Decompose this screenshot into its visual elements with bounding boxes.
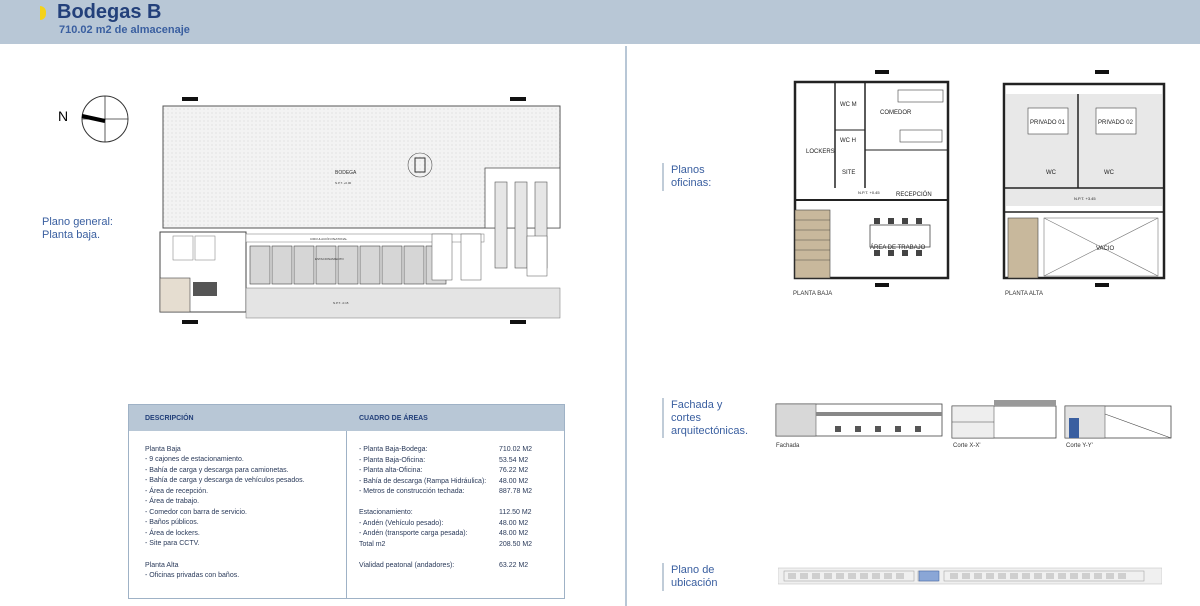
area-label: - Andén (Vehículo pesado):: [359, 519, 444, 527]
svg-text:LOCKERS: LOCKERS: [806, 149, 835, 155]
vialidad-value: 63.22 M2: [499, 562, 529, 569]
section-bar: [662, 398, 664, 438]
list-item: - Área de trabajo.: [145, 498, 200, 505]
list-item: - 9 cajones de estacionamiento.: [145, 456, 244, 463]
plano-general-label: Plano general: Planta baja.: [42, 216, 113, 241]
area-value: 76.22 M2: [499, 467, 529, 474]
section-bar: [662, 563, 664, 591]
corte-y-caption: Corte Y-Y': [1066, 443, 1093, 449]
page-title: Bodegas B: [57, 1, 162, 23]
svg-text:PRIVADO 01: PRIVADO 01: [1030, 120, 1065, 126]
north-arrow-icon: [78, 94, 130, 144]
area-label: - Bahía de descarga (Rampa Hidráulica):: [359, 477, 487, 485]
corte-x-drawing: [950, 400, 1058, 440]
fachada-caption: Fachada: [776, 443, 800, 449]
svg-text:N.P.T. -0.15: N.P.T. -0.15: [333, 301, 349, 305]
planta-baja-caption: PLANTA BAJA: [793, 291, 833, 297]
descripcion-header: DESCRIPCIÓN: [145, 415, 194, 422]
area-label: Total m2: [359, 540, 386, 548]
svg-text:ÁREA DE TRABAJO: ÁREA DE TRABAJO: [870, 245, 926, 251]
list-item: - Área de recepción.: [145, 487, 209, 495]
svg-text:ESTACIONAMIENTO: ESTACIONAMIENTO: [315, 257, 344, 261]
list-item: - Site para CCTV.: [145, 540, 200, 547]
list-item: - Área de lockers.: [145, 529, 200, 537]
estacionamiento-value: 112.50 M2: [499, 509, 532, 516]
planta-baja-title: Planta Baja: [145, 446, 181, 453]
page-subtitle: 710.02 m2 de almacenaje: [59, 24, 190, 36]
areas-table-header: [129, 405, 564, 431]
svg-text:N.P.T. +0.45: N.P.T. +0.45: [858, 190, 880, 195]
list-item: - Bahía de carga y descarga de vehículos pesados.: [145, 477, 305, 484]
general-floor-plan: [155, 96, 567, 328]
svg-text:N.P.T. +3.45: N.P.T. +3.45: [1074, 196, 1096, 201]
svg-text:COMEDOR: COMEDOR: [880, 110, 912, 116]
office-plan-planta-baja: [790, 70, 960, 290]
svg-text:WC: WC: [1104, 170, 1114, 176]
bodega-label: BODEGA: [335, 170, 357, 176]
area-value: 48.00 M2: [499, 519, 529, 527]
area-label: - Planta Baja-Bodega:: [359, 446, 428, 453]
chevron-icon: [40, 6, 46, 20]
area-value: 710.02 M2: [499, 446, 533, 453]
area-value: 208.50 M2: [499, 540, 533, 548]
ubicacion-label: Plano de ubicación: [671, 564, 718, 589]
area-value: 48.00 M2: [499, 530, 529, 537]
area-value: 53.54 M2: [499, 456, 529, 464]
corte-y-drawing: [1063, 400, 1173, 440]
compass: [58, 94, 132, 144]
area-label: - Planta alta-Oficina:: [359, 467, 423, 474]
area-value: 887.78 M2: [499, 488, 533, 495]
svg-text:PRIVADO 02: PRIVADO 02: [1098, 120, 1133, 126]
ubicacion-map: [778, 566, 1162, 586]
corte-x-caption: Corte X-X': [953, 443, 981, 449]
fachada-drawing: [775, 402, 943, 438]
svg-text:WC M: WC M: [840, 102, 857, 108]
planta-alta-caption: PLANTA ALTA: [1005, 291, 1044, 297]
area-label: - Planta Baja-Oficina:: [359, 456, 426, 464]
planos-oficinas-label: Planos oficinas:: [671, 164, 712, 189]
planta-alta-title: Planta Alta: [145, 562, 179, 569]
section-bar: [662, 163, 664, 191]
svg-text:SITE: SITE: [842, 170, 856, 176]
vialidad-label: Vialidad peatonal (andadores):: [359, 562, 455, 569]
list-item: - Comedor con barra de servicio.: [145, 508, 247, 516]
fachada-label: Fachada y cortes arquitectónicas.: [671, 399, 749, 437]
svg-text:CIRCULACIÓN PEATONAL: CIRCULACIÓN PEATONAL: [310, 237, 348, 241]
list-item: - Bahía de carga y descarga para camionetas.: [145, 466, 289, 474]
area-label: - Andén (transporte carga pesada):: [359, 530, 468, 537]
cuadro-areas-header: CUADRO DE ÁREAS: [359, 415, 428, 422]
area-label: - Metros de construcción techada:: [359, 488, 465, 495]
svg-text:WC: WC: [1046, 170, 1056, 176]
list-item: - Baños públicos.: [145, 519, 199, 526]
svg-text:VACIO: VACIO: [1096, 246, 1115, 252]
svg-text:N.P.T. +0.00: N.P.T. +0.00: [335, 181, 352, 185]
office-plan-planta-alta: [998, 70, 1168, 290]
list-item: - Oficinas privadas con baños.: [145, 572, 240, 579]
column-divider: [625, 46, 627, 606]
svg-text:RECEPCIÓN: RECEPCIÓN: [896, 192, 932, 198]
estacionamiento-label: Estacionamiento:: [359, 509, 413, 516]
area-value: 48.00 M2: [499, 477, 529, 485]
header-bar: [0, 0, 1200, 44]
areas-table: [128, 404, 565, 599]
compass-letter: N: [58, 108, 69, 124]
svg-text:WC H: WC H: [840, 138, 856, 144]
table-column-divider: [346, 431, 347, 598]
